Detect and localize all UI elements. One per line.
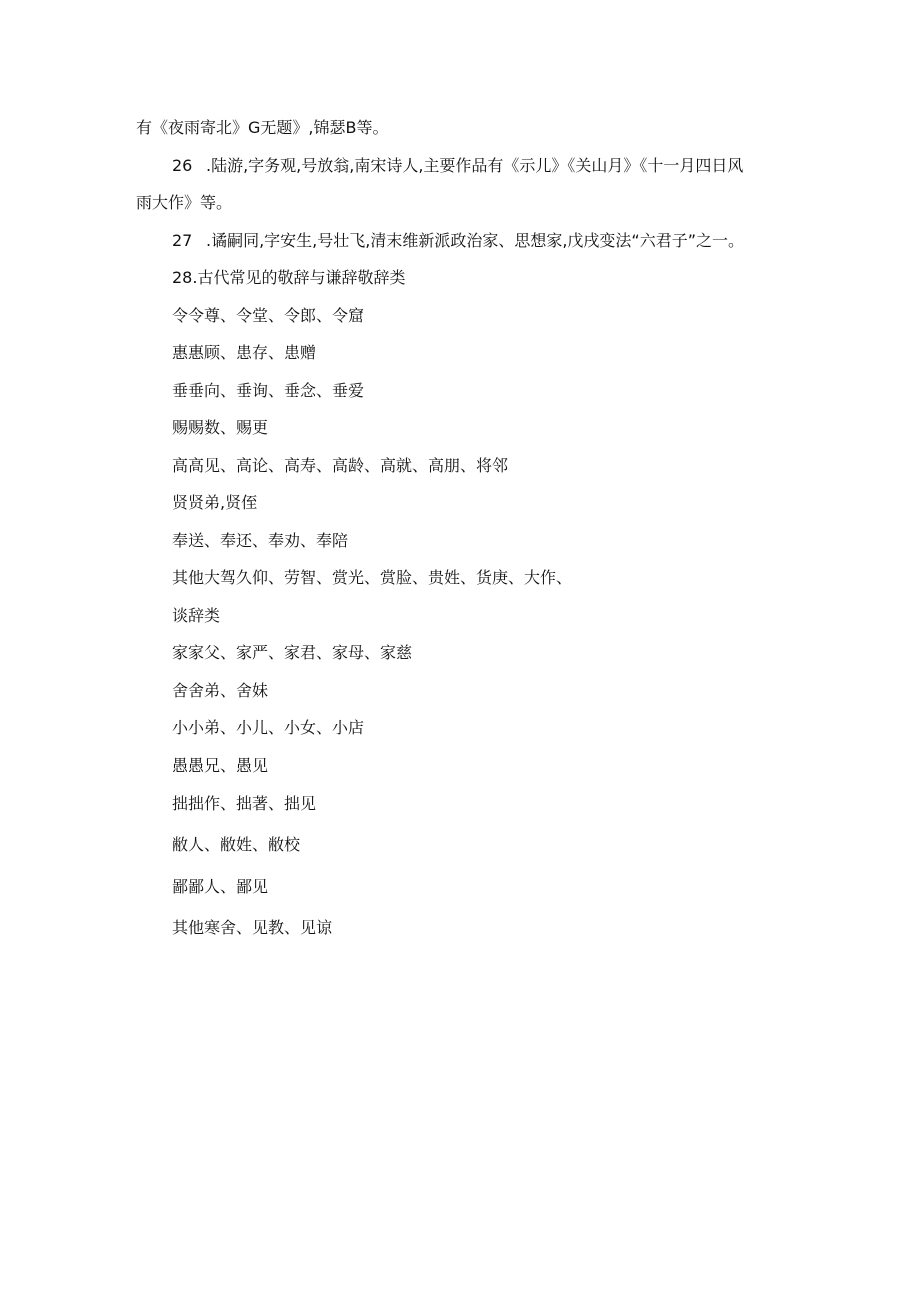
item-28-heading: 28.古代常见的敬辞与谦辞敬辞类 — [172, 268, 406, 287]
humble-heading: 谈辞类 — [172, 606, 221, 625]
humble-line: 愚愚兄、愚见 — [172, 756, 269, 775]
item-26-line-2: 雨大作》等。 — [136, 193, 233, 212]
honorific-line: 贤贤弟,贤侄 — [172, 493, 258, 512]
humble-line: 敝人、敝姓、敝校 — [172, 835, 301, 854]
item-26-line-1 — [172, 156, 743, 176]
item-27-number: 27 — [172, 231, 193, 250]
honorific-line: 奉送、奉还、奉劝、奉陪 — [172, 531, 349, 550]
honorific-line: 高高见、高论、高寿、高龄、高就、高朋、将邻 — [172, 456, 509, 475]
honorific-line: 惠惠顾、患存、患赠 — [172, 343, 317, 362]
honorific-line: 其他大驾久仰、劳智、赏光、赏脸、贵姓、货庚、大作、 — [172, 568, 573, 587]
humble-line: 鄙鄙人、鄙见 — [172, 877, 269, 896]
humble-line: 拙拙作、拙著、拙见 — [172, 794, 317, 813]
honorific-line: 赐赐数、赐更 — [172, 418, 269, 437]
humble-line: 家家父、家严、家君、家母、家慈 — [172, 643, 413, 662]
humble-line: 小小弟、小儿、小女、小店 — [172, 718, 365, 737]
item-27-line-1 — [172, 231, 744, 251]
paragraph-continuation: 有《夜雨寄北》G无题》,锦瑟B等。 — [136, 118, 389, 137]
honorific-line: 垂垂向、垂询、垂念、垂爱 — [172, 381, 365, 400]
honorific-line: 令令尊、令堂、令郎、令窟 — [172, 306, 365, 325]
humble-line: 其他寒舍、见教、见谅 — [172, 918, 333, 937]
item-26-text: .陆游,字务观,号放翁,南宋诗人,主要作品有《示儿》《关山月》《十一月四日风 — [206, 156, 744, 175]
humble-line: 舍舍弟、舍妹 — [172, 681, 269, 700]
item-26-number: 26 — [172, 156, 193, 175]
item-27-text: .谲嗣同,字安生,号壮飞,清末维新派政治家、思想家,戊戌变法“六君子”之一。 — [206, 231, 745, 250]
